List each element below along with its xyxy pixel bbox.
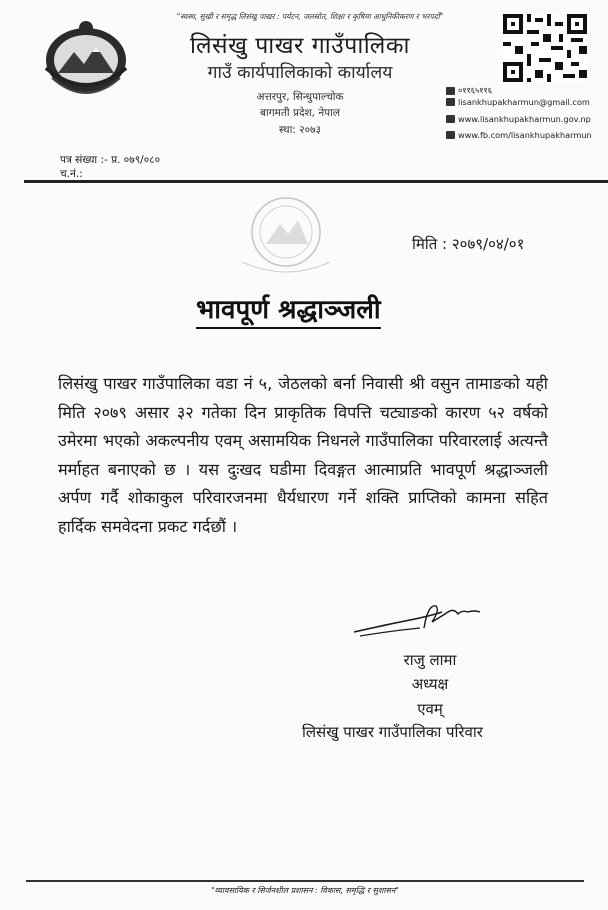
signer-organization: लिसंखु पाखर गाउँपालिका परिवार [302, 723, 483, 741]
contact-phone [446, 85, 492, 96]
globe-icon [446, 115, 455, 123]
page-title: भावपूर्ण श्रद्धाञ्जली [196, 293, 381, 329]
office-name: लिसंखु पाखर गाउँपालिका [190, 33, 410, 59]
contact-email [446, 97, 590, 107]
contact-website-text: www.lisankhupakharmun.gov.np [458, 114, 591, 124]
office-seal-stamp-icon [222, 192, 350, 274]
footer-divider [26, 880, 584, 882]
established-year: स्था: २०७३ [278, 124, 322, 136]
email-icon [446, 98, 455, 106]
qr-code-icon [503, 14, 587, 82]
footer-motto: "व्यावसायिक र सिर्जनशील प्रशासन : विकास, समृद्धि र सुशासन" [211, 886, 399, 895]
header-tagline: "स्वस्थ, सुखी र समृद्ध लिसंखु पाखर : पर्यटन, जलस्रोत, शिक्षा र कृषिमा आधुनिकीकरण र भरपर्दो" [176, 12, 444, 21]
office-subtitle: गाउँ कार्यपालिकाको कार्यालय [207, 63, 393, 83]
header-divider [24, 180, 608, 183]
signer-designation: अध्यक्ष [411, 675, 449, 693]
contact-email-text: lisankhupakharmun@gmail.com [458, 97, 590, 107]
letter-number: पत्र संख्या :- प्र. ०७९/०८० [60, 154, 161, 166]
condolence-body: लिसंखु पाखर गाउँपालिका वडा नं ५, जेठलको बर्ना निवासी श्री वसुन तामाङको यही मिति २०७९ असार ३२ गतेका दिन प्राकृतिक विपत्ति चट्याङको कारण ५२ वर्षको उमेरमा भएको अकल्पनीय एवम् असामयिक निधनले गाउँपालिका परिवारलाई अत्यन्तै मर्माहत बनाएको छ । यस दुःखद घडीमा दिवङ्गत आत्माप्रति भावपूर्ण श्रद्धाञ्जली अर्पण गर्दै शोकाकुल परिवारजनमा धैर्यधारण गर्ने शक्ति प्राप्तिको कामना सहित हार्दिक समवेदना प्रकट गर्दछौं । [58, 374, 548, 536]
signature-icon [350, 598, 485, 640]
phone-icon [446, 87, 455, 95]
signer-name: राजु लामा [403, 651, 457, 669]
contact-website [446, 114, 591, 124]
letter-date: मिति : २०७९/०४/०१ [412, 235, 525, 253]
contact-facebook-text: www.fb.com/lisankhupakharmun [458, 130, 592, 140]
address-line-1: अत्तरपुर, सिन्धुपाल्चोक [256, 91, 344, 103]
dispatch-number: च.नं.: [60, 168, 83, 180]
contact-phone-text: ०११६५११६ [458, 85, 493, 95]
contact-facebook [446, 130, 592, 140]
address-line-2: बागमती प्रदेश, नेपाल [260, 107, 340, 119]
government-emblem-icon [40, 18, 132, 96]
signer-conjunction: एवम् [417, 700, 443, 718]
facebook-icon [446, 131, 455, 139]
